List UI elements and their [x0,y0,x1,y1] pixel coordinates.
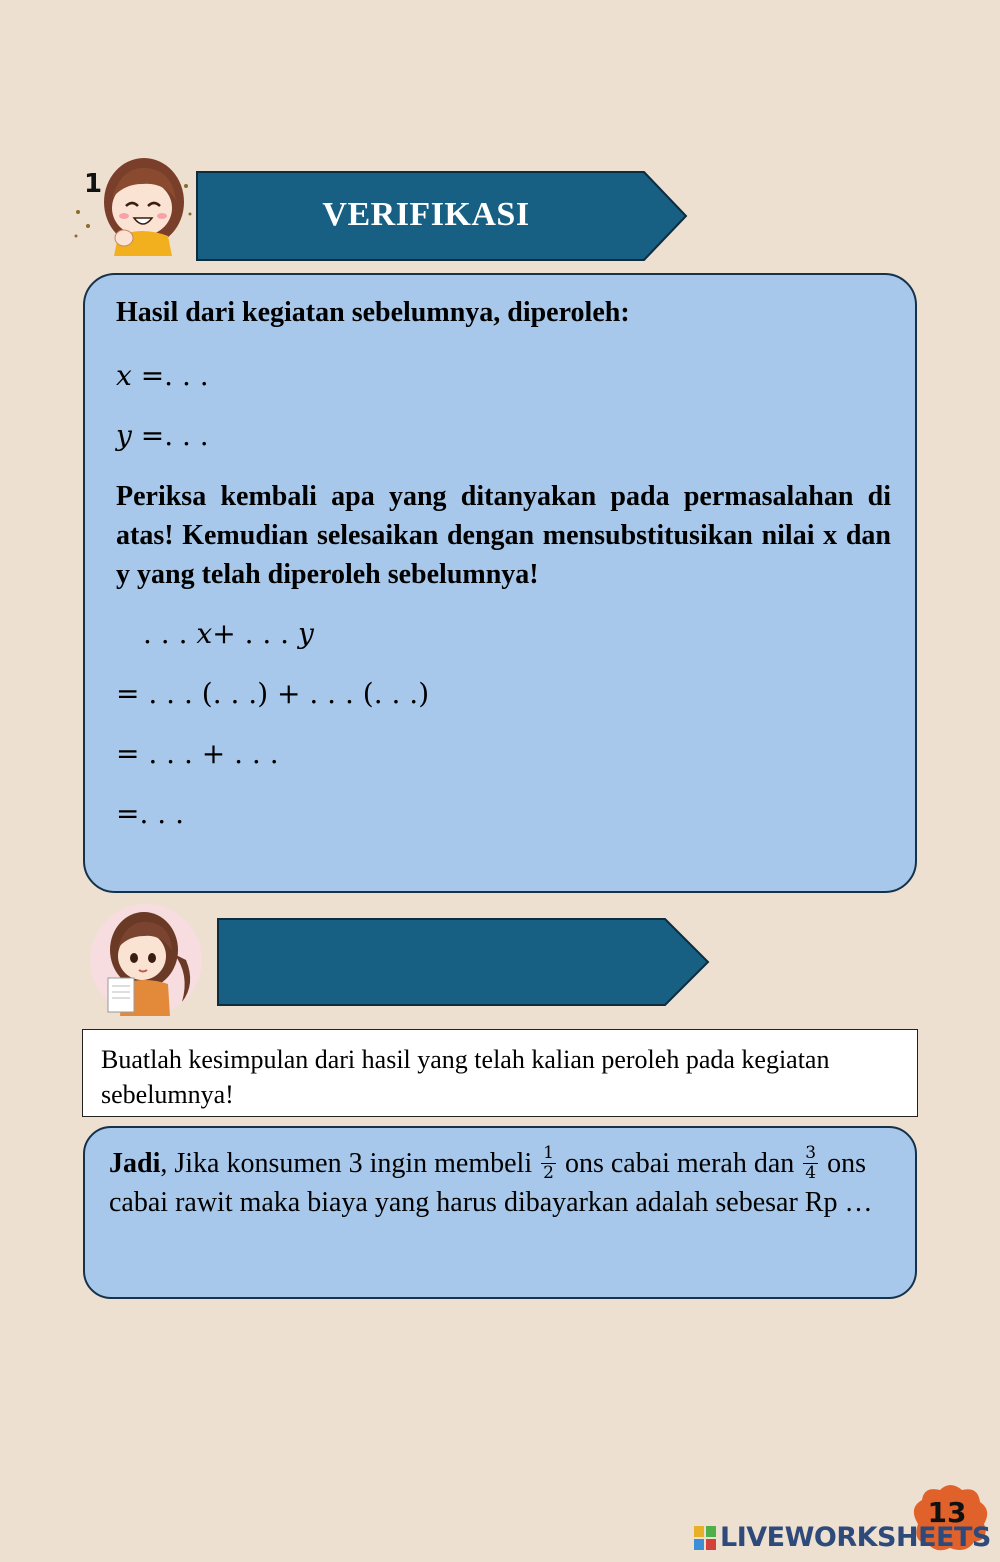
intro-text: Hasil dari kegiatan sebelumnya, diperoleh: [116,297,630,328]
expression-line-3: = . . . + . . . [116,737,279,770]
expression-line-4: =. . . [116,797,184,830]
answer-part-1: , Jika konsumen 3 ingin membeli [160,1148,540,1179]
frac1-numerator: 1 [543,1143,554,1164]
x-value-blank: =. . . [131,359,209,392]
verifikasi-title: VERIFIKASI [322,196,530,233]
frac2-numerator: 3 [805,1143,817,1164]
answer-part-2: ons cabai merah dan [557,1148,802,1179]
page-number: 13 [927,1496,967,1529]
answer-part-3: ons cabai rawit maka biaya yang harus dibayarkan adalah sebesar Rp … [109,1148,873,1219]
y-variable: y [116,419,132,452]
expr-y-var: y [297,617,314,650]
answer-box [83,1126,917,1299]
liveworksheets-icon [694,1526,716,1550]
frac1-denominator: 2 [543,1163,554,1184]
fraction-three-quarters [803,1144,818,1183]
liveworksheets-brand: LIVEWORKSHEETS [720,1522,991,1553]
expr-x-var: x [196,617,213,650]
x-variable: x [116,359,132,392]
y-value-blank: =. . . [131,419,209,452]
verification-box [83,273,917,893]
expr-coef-b: + . . . [212,617,298,650]
verifikasi-banner [196,171,688,261]
section-number: 1 [84,169,103,199]
conclusion-banner [217,918,711,1008]
y-result-line [116,419,209,452]
expr-coef-a: . . . [143,617,197,650]
answer-bold-word: Jadi [109,1148,161,1179]
x-result-line [116,359,209,392]
instruction-text: Periksa kembali apa yang ditanyakan pada permasalahan di atas! Kemudian selesaikan dengan mensubstitusikan nilai x dan y yang telah diperoleh sebelumnya! [116,481,891,590]
conclusion-title [217,918,677,1006]
expression-line-1 [143,617,314,650]
avatar-holding-paper [86,904,208,1029]
fraction-one-half [541,1144,556,1183]
conclusion-prompt: Buatlah kesimpulan dari hasil yang telah kalian peroleh pada kegiatan sebelumnya! [82,1029,918,1117]
expression-line-2: = . . . (. . .) + . . . (. . .) [116,677,430,710]
avatar-thumbs-up [72,152,194,263]
liveworksheets-logo[interactable] [694,1522,991,1553]
frac2-denominator: 4 [805,1163,817,1184]
